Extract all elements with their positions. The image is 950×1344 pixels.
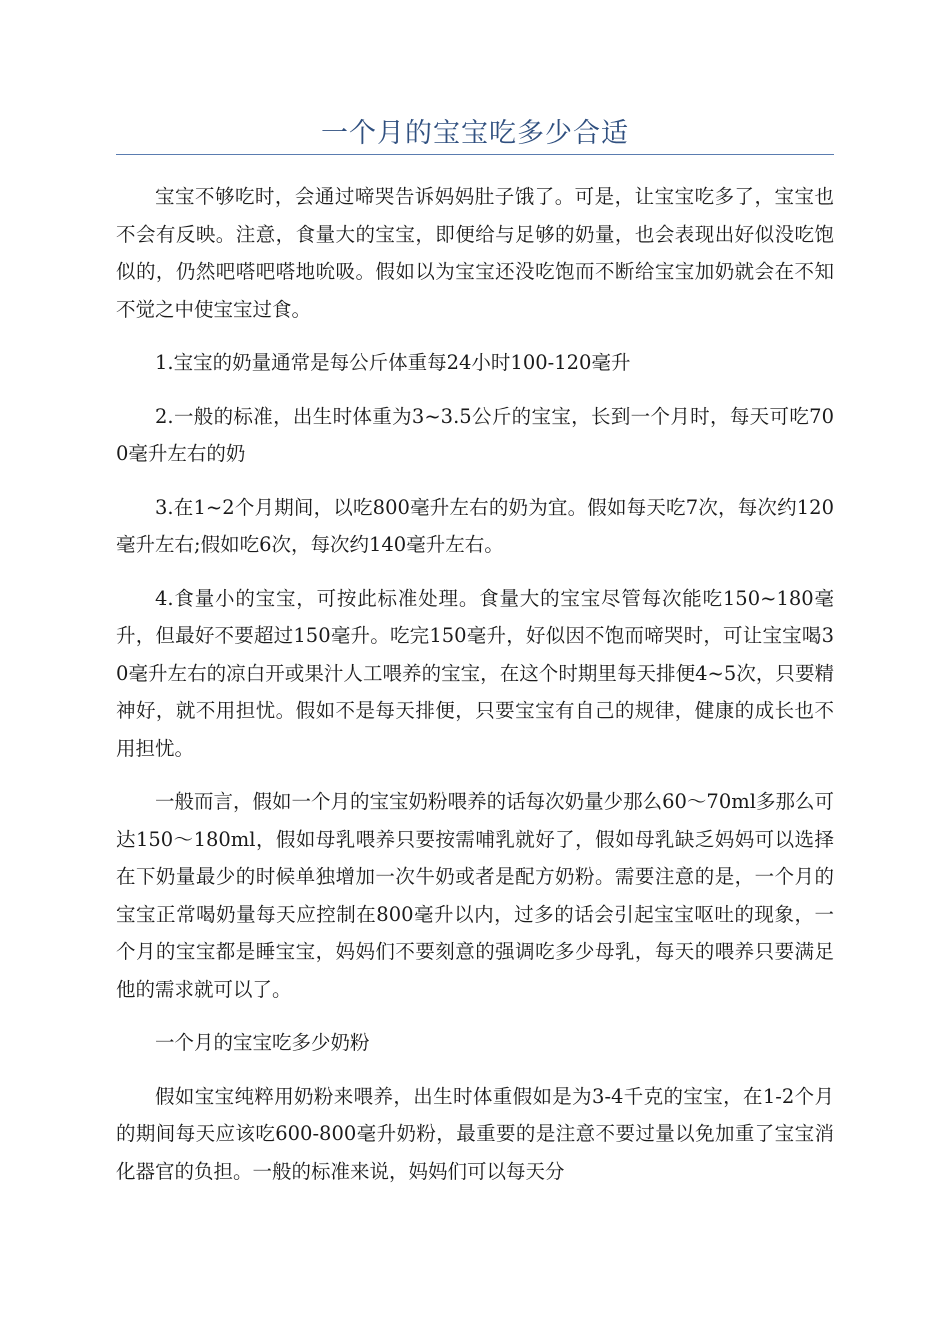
paragraph-formula: 假如宝宝纯粹用奶粉来喂养，出生时体重假如是为3-4千克的宝宝，在1-2个月的期间每天应该吃600-800毫升奶粉，最重要的是注意不要过量以免加重了宝宝消化器官的负担。一般的标准来说，妈妈们可以每天分 [116,1084,834,1183]
paragraph-point-1: 1.宝宝的奶量通常是每公斤体重每24小时100-120毫升 [155,351,631,374]
paragraph-point-4: 4.食量小的宝宝，可按此标准处理。食量大的宝宝尽管每次能吃150~180毫升，但最好不要超过150毫升。吃完150毫升，好似因不饱而啼哭时，可让宝宝喝30毫升左右的凉白开或果汁人工喂养的宝宝，在这个时期里每天排便4~5次，只要精神好，就不用担忧。假如不是每天排便，只要宝宝有自己的规律，健康的成长也不用担忧。 [116,586,834,760]
title-underline [116,154,834,155]
paragraph-point-3: 3.在1~2个月期间，以吃800毫升左右的奶为宜。假如每天吃7次，每次约120毫升左右;假如吃6次，每次约140毫升左右。 [116,495,834,556]
paragraph-intro: 宝宝不够吃时，会通过啼哭告诉妈妈肚子饿了。可是，让宝宝吃多了，宝宝也不会有反映。注意，食量大的宝宝，即便给与足够的奶量，也会表现出好似没吃饱似的，仍然吧嗒吧嗒地吮吸。假如以为宝宝还没吃饱而不断给宝宝加奶就会在不知不觉之中使宝宝过食。 [116,185,834,321]
paragraph-general: 一般而言，假如一个月的宝宝奶粉喂养的话每次奶量少那么60～70ml多那么可达150～180ml，假如母乳喂养只要按需哺乳就好了，假如母乳缺乏妈妈可以选择在下奶量最少的时候单独增加一次牛奶或者是配方奶粉。需要注意的是，一个月的宝宝正常喝奶量每天应控制在800毫升以内，过多的话会引起宝宝呕吐的现象，一个月的宝宝都是睡宝宝，妈妈们不要刻意的强调吃多少母乳，每天的喂养只要满足他的需求就可以了。 [116,790,834,1001]
document-title: 一个月的宝宝吃多少合适 [321,118,629,149]
paragraph-point-2: 2.一般的标准，出生时体重为3~3.5公斤的宝宝，长到一个月时，每天可吃700毫升左右的奶 [116,404,834,465]
section-heading: 一个月的宝宝吃多少奶粉 [155,1031,370,1054]
document-body [116,178,834,1206]
